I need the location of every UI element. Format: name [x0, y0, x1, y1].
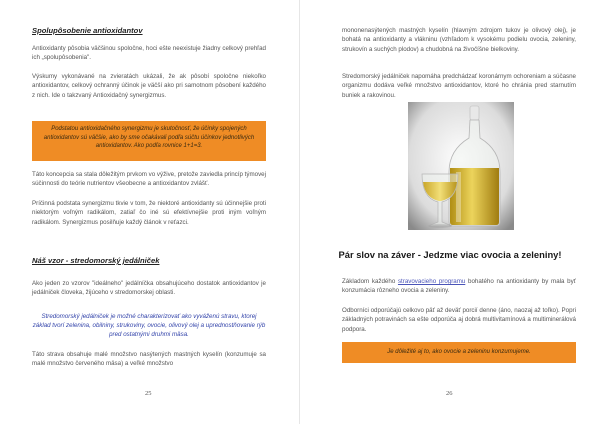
- section-heading-antioxidants: Spolupôsobenie antioxidantov: [32, 26, 143, 35]
- paragraph: Stredomorský jedálniček napomáha predchádzať koronárnym ochoreniam a súčasne organizmu dodáva veľké množstvo antioxidantov, ktoré ho chránia pred starnutím buniek a rakovinou.: [342, 73, 576, 99]
- paragraph: Odborníci odporúčajú celkovo päť až deväť porcií denne (áno, naozaj až toľko). Popri základných potravinách sa ešte odporúča aj dobrá multivitamínová a multiminerálová podpora.: [342, 307, 576, 333]
- highlight-text: Podstatou antioxidačného synergizmu je skutočnosť, že účinky spojených antioxidantov sú väčšie, ako by sme očakávali podľa súčtu účinkov jednotlivých antioxidantov. Ako podľa rovnice 1+1=3.: [43, 126, 255, 150]
- highlight-text: Je dôležité aj to, ako ovocie a zeleninu konzumujeme.: [387, 349, 531, 355]
- closing-title: Pár slov na záver - Jedzme viac ovocia a zeleniny!: [338, 249, 562, 260]
- paragraph: Antioxidanty pôsobia väčšinou spoločne, hoci ešte neexistuje žiadny celkový prehľad ich „spolupôsobenia".: [32, 45, 266, 62]
- right-page: [300, 0, 600, 424]
- paragraph: mononenasýtených mastných kyselín (hlavným zdrojom tukov je olivový olej), je bohatá na antioxidanty a vlákninu (vzhľadom k vysokému podielu ovocia, zeleniny, strukovín a suchých plodov) a chudobná na živočíšne bielkoviny.: [342, 27, 576, 53]
- paragraph: Ako jeden zo vzorov "ideálneho" jedálníčka obsahujúceho dostatok antioxidantov je jedálniček človeka, žijúceho v stredomorskej oblasti.: [32, 280, 266, 297]
- paragraph-with-link: Základom každého stravovacieho programu bohatého na antioxidanty by mala byť konzumácia rôzneho ovocia a zeleniny.: [342, 278, 576, 295]
- quote-text: Stredomorský jedálniček je možné charakterizovať ako vyváženú stravu, ktorej základ tvorí zelenina, obilniny, strukoviny, ovocie, olivový olej a uprednostňovanie rýb pred ostatnými druhmi mäsa.: [32, 313, 266, 338]
- paragraph: Výskumy vykonávané na zvieratách ukázali, že ak pôsobí spoločne niekoľko antioxidantov, celkový ochranný účinok je väčší ako pri samotnom pôsobení každého z nich. Ide o takzvaný Antioxidačný synergizmus.: [32, 73, 266, 99]
- olive-oil-image: [408, 102, 514, 230]
- section-heading-mediterranean: Náš vzor - stredomorský jedálniček: [32, 256, 160, 265]
- paragraph: Táto strava obsahuje malé množstvo nasýtených mastných kyselín (konzumuje sa malé množstvo červeného mäsa) a veľké množstvo: [32, 351, 266, 368]
- paragraph: Táto koncepcia sa stala dôležitým prvkom vo výžive, pretože zaviedla princíp týmovej súčinnosti do teórie nutrientov všeobecne a antioxidantov zvlášť.: [32, 171, 266, 188]
- program-link[interactable]: stravovacieho programu: [397, 278, 466, 285]
- paragraph: Príčinná podstata synergizmu tkvie v tom, že niektoré antioxidanty sú účinnejšie proti niektorým voľným radikálom, zatiaľ čo iné sú efektívnejšie proti iným voľným radikálom. Synergizmus posilňuje každý článok v reťazci.: [32, 200, 266, 226]
- highlight-box: [32, 121, 266, 161]
- highlight-box: [342, 342, 576, 363]
- page-number: 26: [446, 390, 453, 397]
- page-number: 25: [145, 390, 152, 397]
- olive-oil-illustration: [408, 102, 514, 230]
